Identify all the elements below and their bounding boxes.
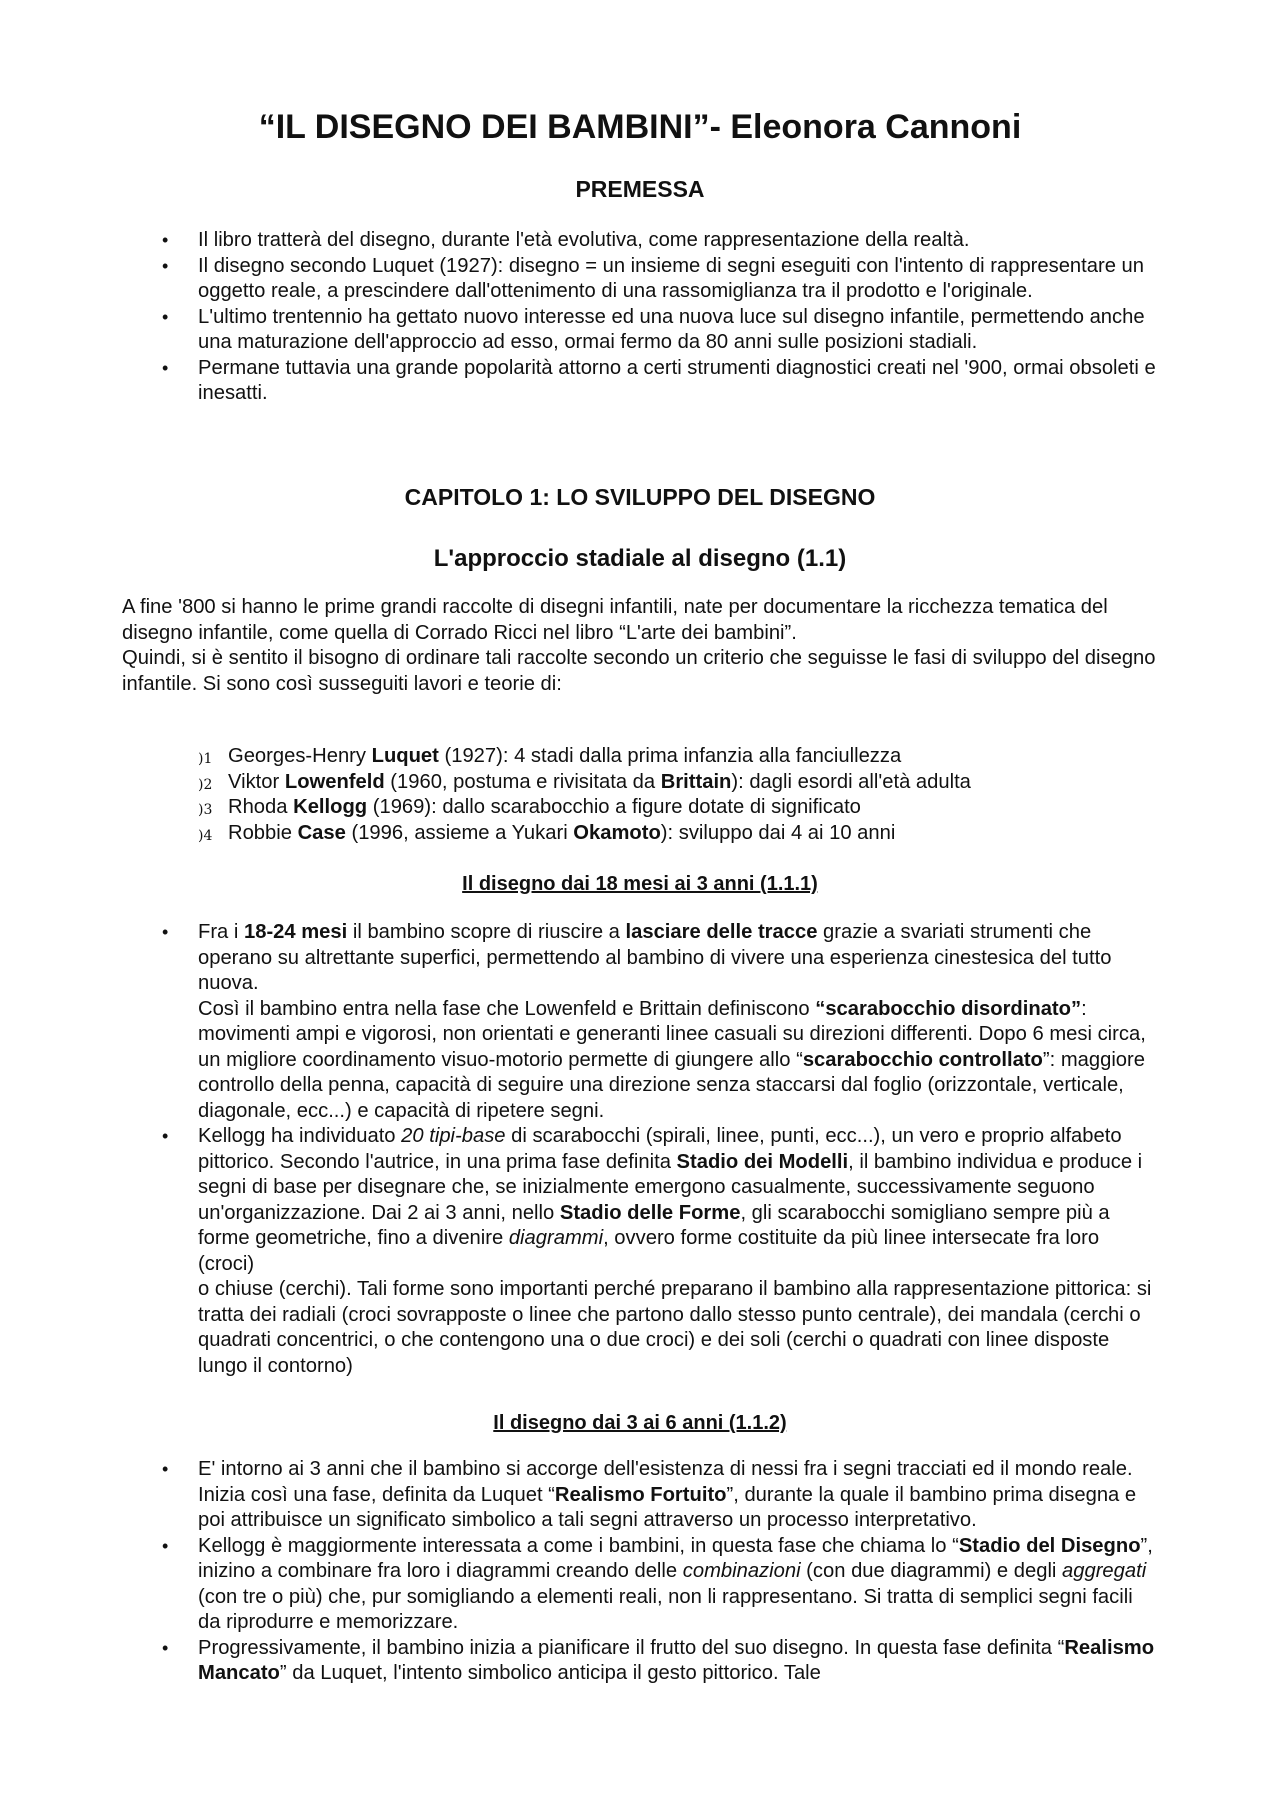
section-heading: L'approccio stadiale al disegno (1.1) bbox=[433, 545, 847, 572]
italic-text: diagrammi bbox=[508, 1227, 604, 1249]
text: ): sviluppo dai 4 ai 10 anni bbox=[660, 821, 896, 844]
bold-text: lasciare delle tracce bbox=[625, 921, 818, 943]
text: ”, inizino a combinare fra loro i diagrammi creando delle bbox=[198, 1534, 1153, 1582]
text: (con due diagrammi) e degli bbox=[800, 1560, 1063, 1582]
bold-text: Stadio del Disegno bbox=[958, 1534, 1141, 1557]
premessa-list bbox=[160, 228, 1160, 407]
list-number: )4 bbox=[198, 827, 213, 844]
text: ): dagli esordi all'età adulta bbox=[731, 770, 971, 793]
list-number: )2 bbox=[198, 776, 213, 793]
text: grazie a svariati strumenti che operano su altrettante superfici, permettendo al bambino di vivere una esperienza cinestesica del tutto nuova. bbox=[198, 921, 1112, 994]
text: Robbie bbox=[228, 821, 298, 844]
text: Così il bambino entra nella fase che Lowenfeld e Brittain definiscono bbox=[198, 997, 816, 1020]
text: Kellogg è maggiormente interessata a come i bambini, in questa fase che chiama lo “ bbox=[198, 1534, 959, 1557]
intro-text-2: Quindi, si è sentito il bisogno di ordinare tali raccolte secondo un criterio che seguisse le fasi di sviluppo del disegno infantile. Si sono così susseguiti lavori e teorie di: bbox=[122, 647, 1156, 695]
intro-paragraph bbox=[122, 595, 1162, 697]
theories-list bbox=[198, 744, 1098, 846]
bold-text: Okamoto bbox=[573, 821, 661, 844]
text: ”, durante la quale il bambino prima disegna e poi attribuisce un significato simbolico a tali segni attraverso un processo interpretativo. bbox=[198, 1483, 1137, 1531]
text: Viktor bbox=[228, 770, 285, 793]
text: , ovvero forme costituite da più linee intersecate fra loro (croci) bbox=[198, 1227, 1100, 1275]
bold-text: “scarabocchio disordinato” bbox=[815, 997, 1082, 1020]
bold-text: Luquet bbox=[371, 745, 439, 767]
list-item bbox=[198, 770, 1098, 796]
italic-text: aggregati bbox=[1062, 1560, 1147, 1582]
bold-text: Stadio delle Forme bbox=[559, 1201, 741, 1224]
list-number: )1 bbox=[198, 751, 213, 767]
list-item: • Permane tuttavia una grande popolarità attorno a certi strumenti diagnostici creati nel '900, ormai obsoleti e inesatti. bbox=[160, 356, 1160, 407]
text: Rhoda bbox=[228, 796, 294, 818]
text: (con tre o più) che, pur somigliando a elementi reali, non li rappresentano. Si tratta di semplici segni facili da riprodurre e memorizzare. bbox=[198, 1585, 1133, 1633]
italic-text: combinazioni bbox=[682, 1560, 801, 1582]
bold-text: 18-24 mesi bbox=[243, 921, 348, 943]
subsection-list bbox=[160, 1457, 1160, 1687]
intro-text-1: A fine '800 si hanno le prime grandi raccolte di disegni infantili, nate per documentare la ricchezza tematica del disegno infantile, come quella di Corrado Ricci nel libro “L'arte dei bambini”. bbox=[122, 596, 1108, 644]
text: : movimenti ampi e vigorosi, non orientati e generanti linee casuali su direzioni differenti. Dopo 6 mesi circa, un migliore coordinamento visuo-motorio permette di giungere allo “ bbox=[198, 997, 1146, 1071]
text: (1996, assieme a Yukari bbox=[345, 821, 574, 844]
bold-text: Brittain bbox=[660, 770, 732, 793]
text: di scarabocchi (spirali, linee, punti, ecc...), un vero e proprio alfabeto pittorico. Secondo l'autrice, in una prima fase definita bbox=[198, 1125, 1122, 1173]
document-title: “IL DISEGNO DEI BAMBINI”- Eleonora Cannoni bbox=[258, 108, 1022, 146]
subsection-heading: Il disegno dai 3 ai 6 anni (1.1.2) bbox=[493, 1412, 787, 1434]
text: E' intorno ai 3 anni che il bambino si accorge dell'esistenza di nessi fra i segni tracciati ed il mondo reale. Inizia così una fase, definita da Luquet “ bbox=[198, 1458, 1133, 1506]
chapter-heading: CAPITOLO 1: LO SVILUPPO DEL DISEGNO bbox=[404, 484, 876, 510]
list-number: )3 bbox=[198, 802, 213, 818]
bold-text: Realismo Fortuito bbox=[554, 1483, 727, 1506]
bold-text: Stadio dei Modelli bbox=[676, 1150, 849, 1173]
text: (1927): 4 stadi dalla prima infanzia alla fanciullezza bbox=[438, 745, 902, 767]
text: o chiuse (cerchi). Tali forme sono importanti perché preparano il bambino alla rappresentazione pittorica: si tratta dei radiali (croci sovrapposte o linee che partono dallo stesso punto centrale), dei mandala (cerchi o quadrati concentrici, o che contengono una o due croci) e dei soli (cerchi o quadrati con linee disposte lungo il contorno) bbox=[198, 1278, 1152, 1377]
text: (1960, postuma e rivisitata da bbox=[384, 770, 661, 793]
list-item bbox=[198, 744, 1098, 770]
list-item: • Il libro tratterà del disegno, durante l'età evolutiva, come rappresentazione della realtà. bbox=[160, 228, 1160, 254]
list-item bbox=[198, 821, 1098, 847]
text: Fra i bbox=[198, 921, 244, 943]
bold-text: Realismo Mancato bbox=[198, 1636, 1155, 1684]
list-item bbox=[160, 1636, 1160, 1687]
list-item bbox=[160, 920, 1160, 1124]
bold-text: Kellogg bbox=[293, 796, 368, 818]
list-item bbox=[160, 1457, 1160, 1534]
text: Kellogg ha individuato bbox=[198, 1125, 402, 1147]
bold-text: Case bbox=[297, 821, 346, 844]
bold-text: Lowenfeld bbox=[284, 770, 385, 793]
premessa-heading: PREMESSA bbox=[575, 176, 705, 202]
subsection-heading: Il disegno dai 18 mesi ai 3 anni (1.1.1) bbox=[462, 873, 818, 895]
text: Progressivamente, il bambino inizia a pianificare il frutto del suo disegno. In questa fase definita “ bbox=[198, 1636, 1065, 1659]
bold-text: scarabocchio controllato bbox=[802, 1048, 1043, 1071]
text: , il bambino individua e produce i segni di base per disegnare che, se inizialmente emergono casualmente, successivamente seguono un'organizzazione. Dai 2 ai 3 anni, nello bbox=[198, 1150, 1143, 1224]
text: Georges-Henry bbox=[228, 745, 372, 767]
text: il bambino scopre di riuscire a bbox=[347, 921, 626, 943]
list-item: • Il disegno secondo Luquet (1927): disegno = un insieme di segni eseguiti con l'intento di rappresentare un oggetto reale, a prescindere dall'ottenimento di una rassomiglianza tra il prodotto e l'originale. bbox=[160, 254, 1160, 305]
text: (1969): dallo scarabocchio a figure dotate di significato bbox=[367, 796, 861, 818]
list-item bbox=[198, 795, 1098, 821]
list-item bbox=[160, 1124, 1160, 1379]
italic-text: 20 tipi-base bbox=[401, 1125, 506, 1147]
text: , gli scarabocchi somigliano sempre più a forme geometriche, fino a divenire bbox=[198, 1201, 1110, 1249]
text: ”: maggiore controllo della penna, capacità di seguire una direzione senza staccarsi dal foglio (orizzontale, verticale, diagonale, ecc...) e capacità di ripetere segni. bbox=[198, 1048, 1145, 1122]
list-item bbox=[160, 1534, 1160, 1636]
list-item: • L'ultimo trentennio ha gettato nuovo interesse ed una nuova luce sul disegno infantile, permettendo anche una maturazione dell'approccio ad esso, ormai fermo da 80 anni sulle posizioni stadiali. bbox=[160, 305, 1160, 356]
text: ” da Luquet, l'intento simbolico anticipa il gesto pittorico. Tale bbox=[279, 1662, 821, 1684]
subsection-list bbox=[160, 920, 1160, 1379]
